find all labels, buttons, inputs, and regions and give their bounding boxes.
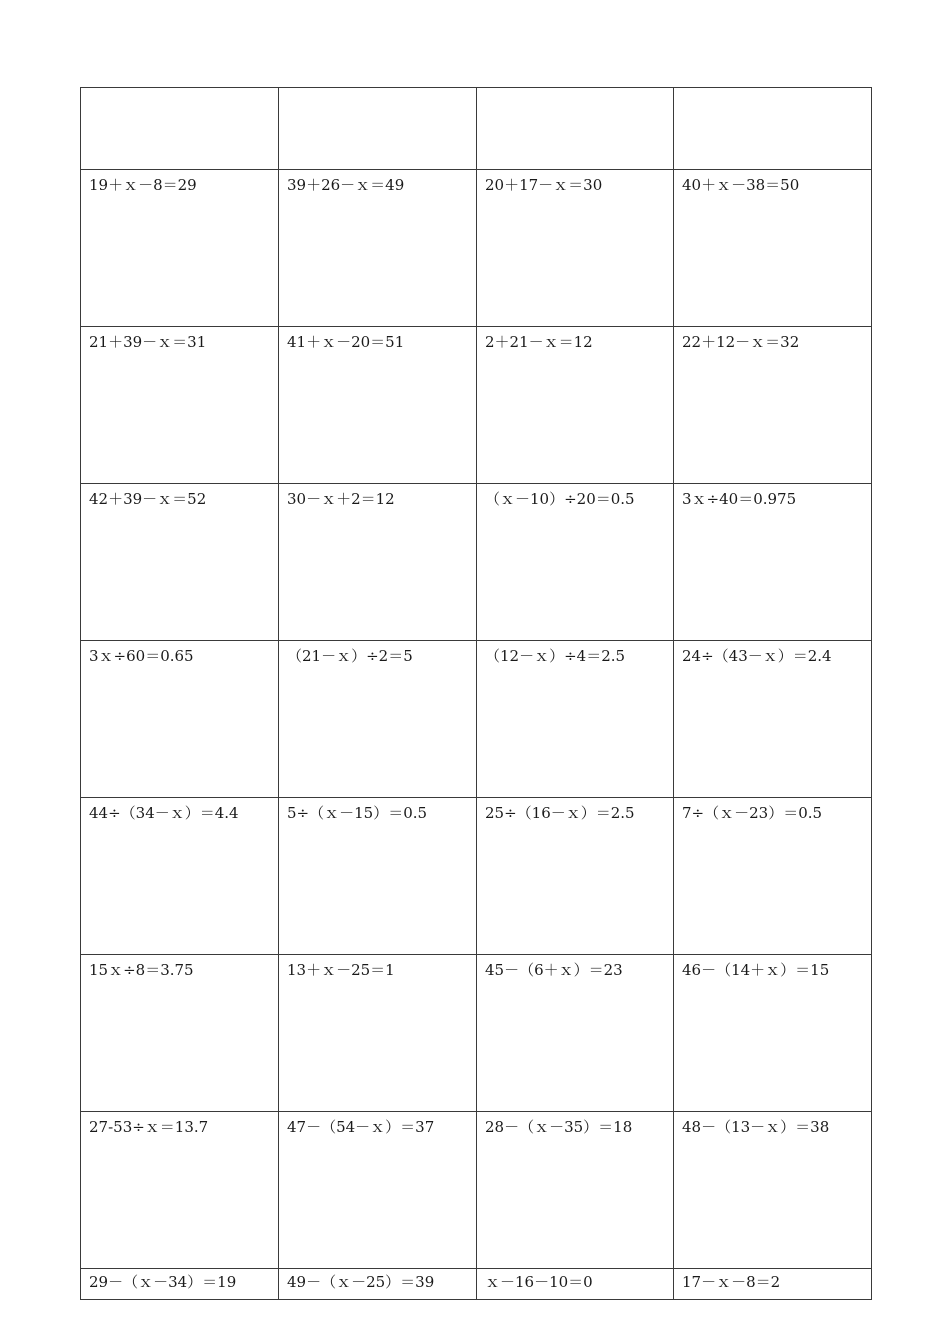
table-row xyxy=(81,955,872,1112)
equation-cell: 49－（ｘ－25）＝39 xyxy=(279,1269,477,1300)
equation-cell: 28－（ｘ－35）＝18 xyxy=(477,1112,674,1269)
table-row xyxy=(81,1269,872,1300)
equation-cell: 2＋21－ｘ＝12 xyxy=(477,327,674,484)
equation-cell: 20＋17－ｘ＝30 xyxy=(477,170,674,327)
equation-cell: 24÷（43－ｘ）＝2.4 xyxy=(674,641,872,798)
equation-cell: 44÷（34－ｘ）＝4.4 xyxy=(81,798,279,955)
equation-cell: 13＋ｘ－25＝1 xyxy=(279,955,477,1112)
equation-cell: 15ｘ÷8＝3.75 xyxy=(81,955,279,1112)
table-row xyxy=(81,1112,872,1269)
equation-cell: 22＋12－ｘ＝32 xyxy=(674,327,872,484)
equation-cell: 19＋ｘ－8＝29 xyxy=(81,170,279,327)
equation-cell: 29－（ｘ－34）＝19 xyxy=(81,1269,279,1300)
table-row xyxy=(81,327,872,484)
table-row xyxy=(81,170,872,327)
equation-cell: （21－ｘ）÷2＝5 xyxy=(279,641,477,798)
equation-cell: 42＋39－ｘ＝52 xyxy=(81,484,279,641)
equation-worksheet-table xyxy=(80,87,872,1300)
table-row xyxy=(81,641,872,798)
equation-cell: 46－（14＋ｘ）＝15 xyxy=(674,955,872,1112)
equation-cell: 48－（13－ｘ）＝38 xyxy=(674,1112,872,1269)
equation-cell: 3ｘ÷60＝0.65 xyxy=(81,641,279,798)
table-cell xyxy=(81,88,279,170)
equation-cell: 7÷（ｘ－23）＝0.5 xyxy=(674,798,872,955)
equation-cell: 30－ｘ＋2＝12 xyxy=(279,484,477,641)
equation-cell: ｘ－16－10＝0 xyxy=(477,1269,674,1300)
equation-cell: 5÷（ｘ－15）＝0.5 xyxy=(279,798,477,955)
table-row xyxy=(81,484,872,641)
table-cell xyxy=(279,88,477,170)
equation-cell: 3ｘ÷40＝0.975 xyxy=(674,484,872,641)
equation-cell: 41＋ｘ－20＝51 xyxy=(279,327,477,484)
equation-cell: 40＋ｘ－38＝50 xyxy=(674,170,872,327)
equation-cell: 39＋26－ｘ＝49 xyxy=(279,170,477,327)
equation-cell: （ｘ－10）÷20＝0.5 xyxy=(477,484,674,641)
equation-cell: 27-53÷ｘ＝13.7 xyxy=(81,1112,279,1269)
equation-cell: 47－（54－ｘ）＝37 xyxy=(279,1112,477,1269)
equation-cell: （12－ｘ）÷4＝2.5 xyxy=(477,641,674,798)
table-cell xyxy=(674,88,872,170)
equation-cell: 45－（6＋ｘ）＝23 xyxy=(477,955,674,1112)
equation-cell: 21＋39－ｘ＝31 xyxy=(81,327,279,484)
table-cell xyxy=(477,88,674,170)
table-row-header xyxy=(81,88,872,170)
equation-cell: 17－ｘ－8＝2 xyxy=(674,1269,872,1300)
table-row xyxy=(81,798,872,955)
equation-cell: 25÷（16－ｘ）＝2.5 xyxy=(477,798,674,955)
